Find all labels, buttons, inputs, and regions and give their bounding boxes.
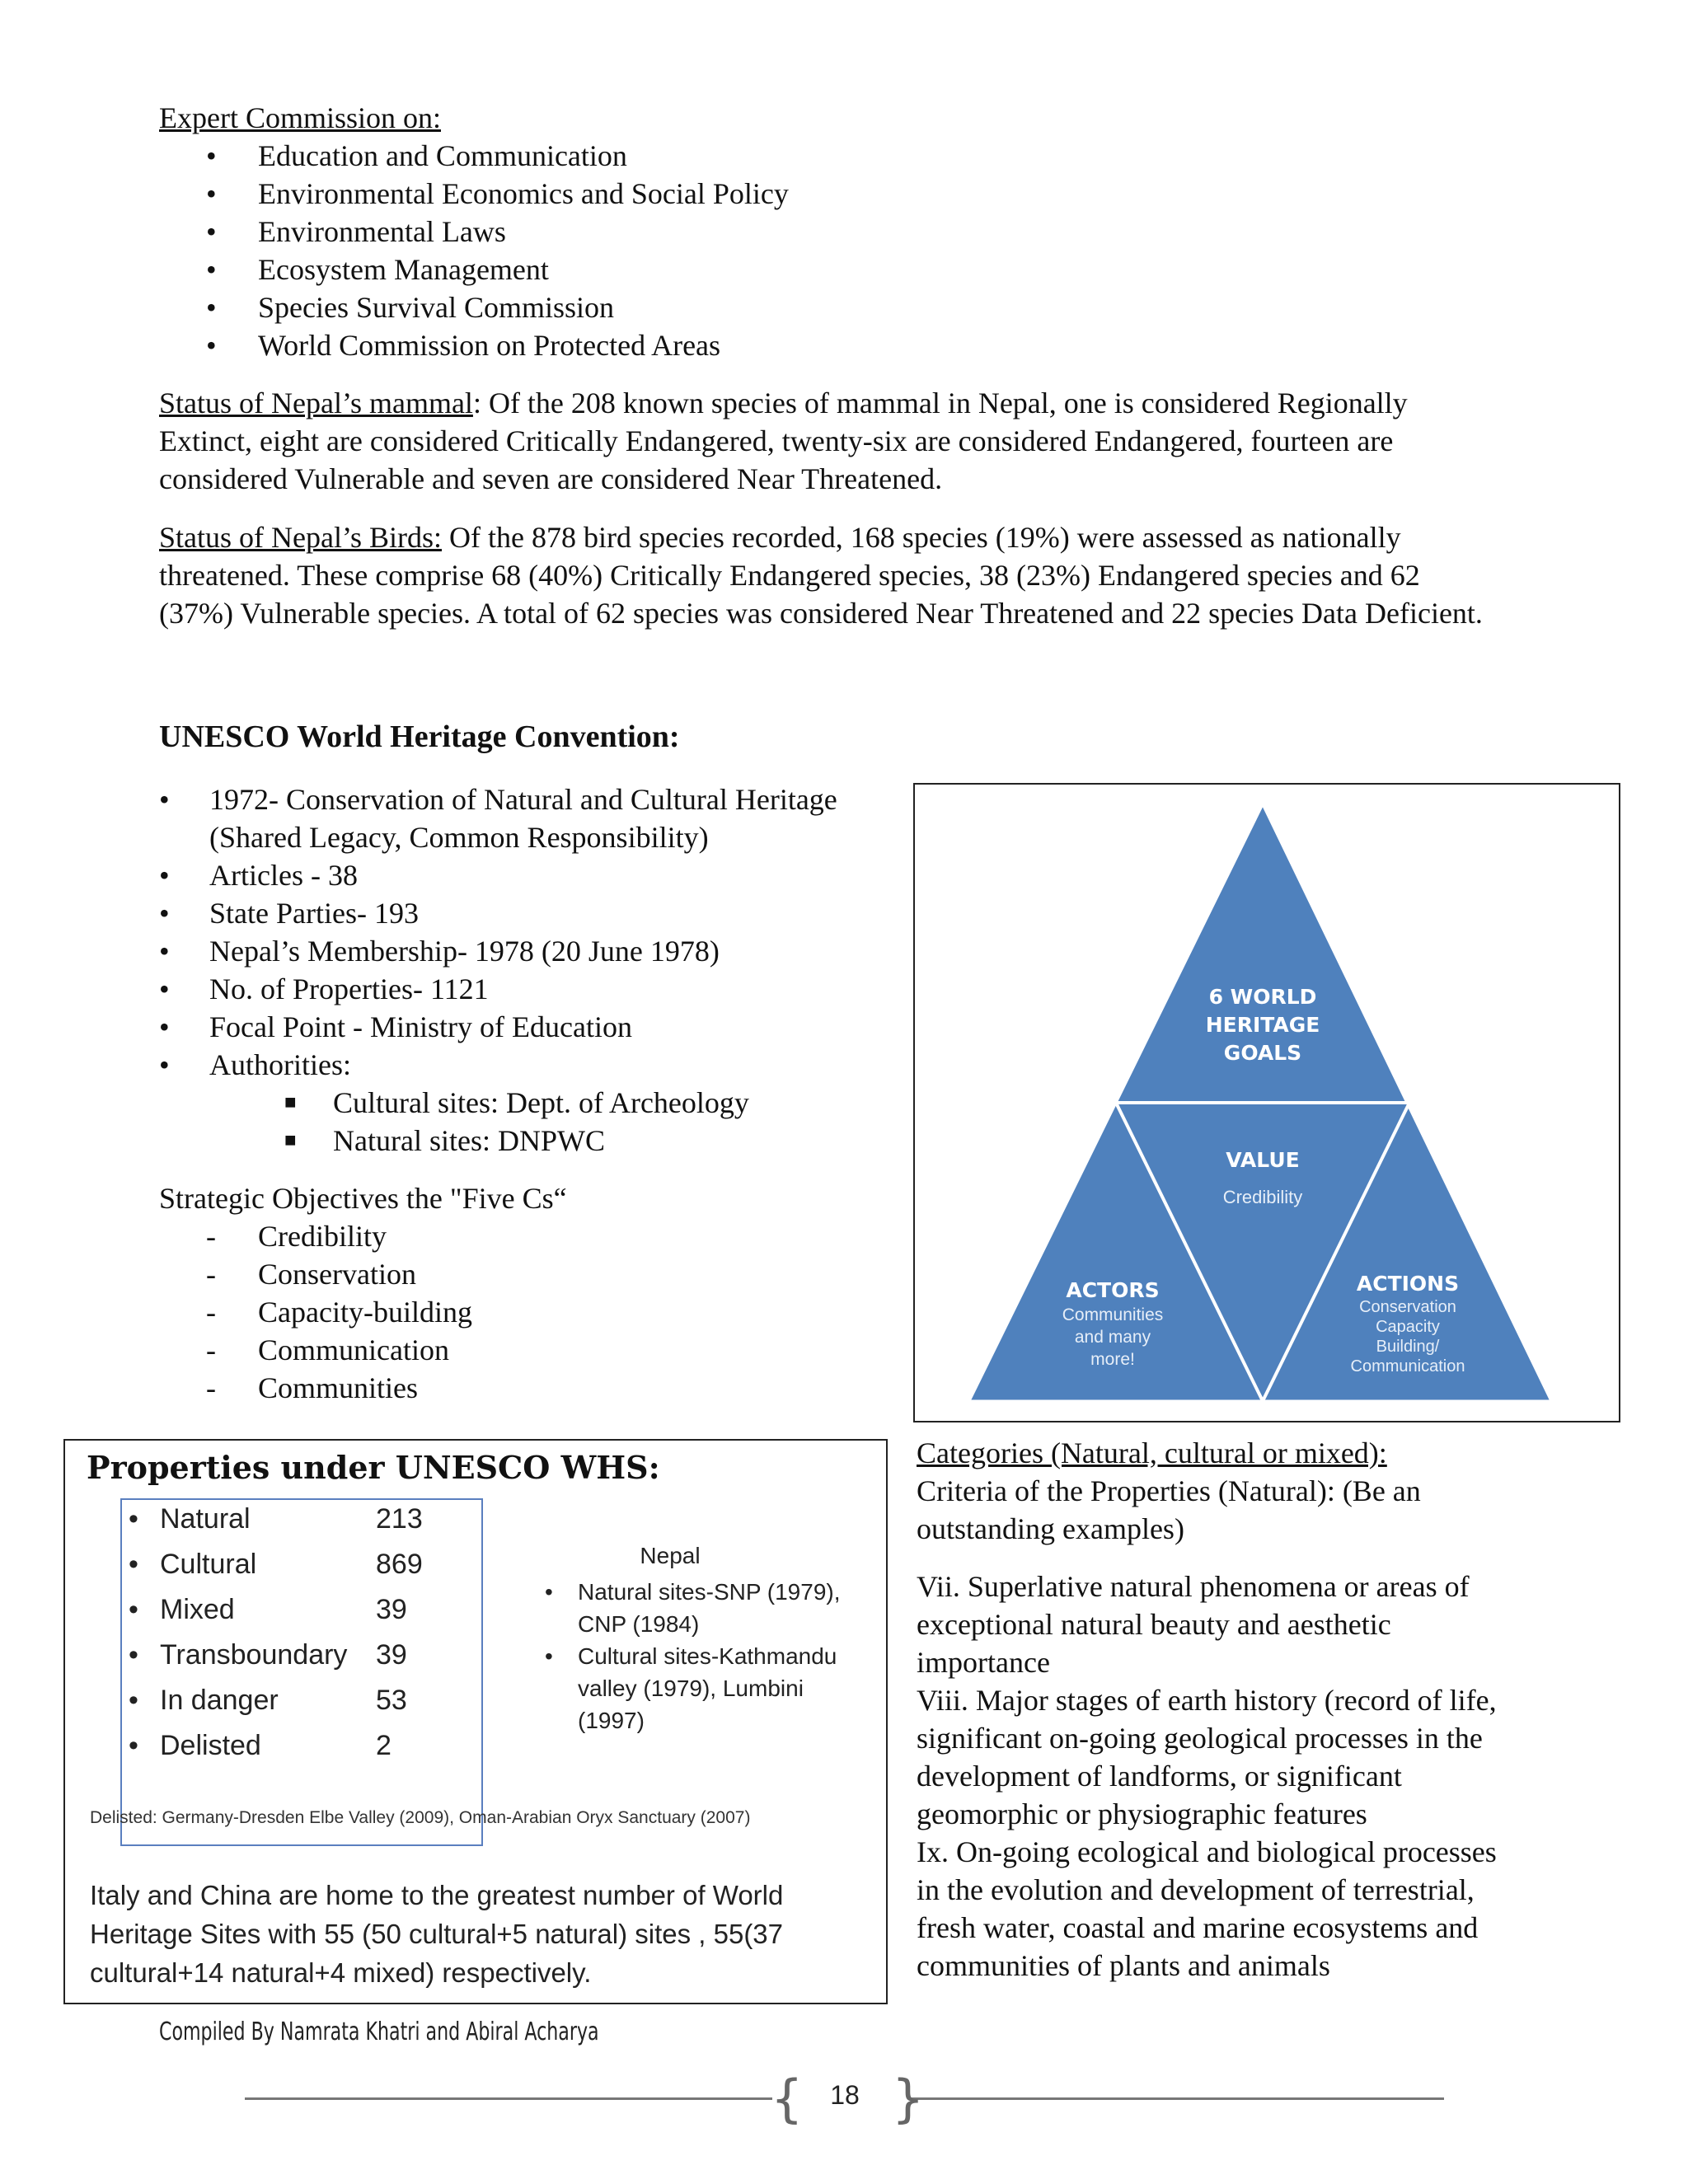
stat-row: • Natural 213	[129, 1503, 423, 1535]
page-bracket-left: {	[771, 2069, 804, 2129]
pyramid-right-sub: Conservation	[1359, 1298, 1456, 1316]
list-item: • State Parties- 193	[159, 897, 419, 930]
stat-row: • Mixed 39	[129, 1594, 407, 1625]
delisted-note: Delisted: Germany-Dresden Elbe Valley (2009), Oman-Arabian Oryx Sanctuary (2007)	[90, 1808, 751, 1827]
properties-panel	[63, 1439, 888, 2004]
expert-commission-list	[206, 137, 948, 364]
pyramid-left-sub: Communities	[1062, 1305, 1164, 1324]
nepal-title: Nepal	[640, 1543, 701, 1568]
list-item: ■ Natural sites: DNPWC	[284, 1124, 605, 1157]
list-item: • Environmental Laws	[206, 215, 506, 248]
list-item: • Education and Communication	[206, 139, 627, 172]
unesco-bullet-list	[159, 780, 901, 1160]
pyramid-svg	[915, 785, 1619, 1421]
five-cs-list	[206, 1217, 783, 1407]
pyramid-center-title: VALUE	[1226, 1148, 1300, 1172]
list-item: valley (1979), Lumbini	[578, 1675, 804, 1701]
list-item: (1997)	[578, 1708, 645, 1733]
page-bracket-right: }	[892, 2069, 925, 2129]
list-item: • 1972- Conservation of Natural and Cultural Heritage	[159, 783, 837, 816]
stat-row: • Delisted 2	[129, 1730, 392, 1761]
stat-row: • Cultural 869	[129, 1549, 423, 1580]
pyramid-right-sub: Communication	[1350, 1357, 1465, 1376]
footer-rule-left	[245, 2097, 772, 2100]
pyramid-top-line: 6 WORLD	[1208, 985, 1317, 1009]
list-item: CNP (1984)	[578, 1611, 700, 1637]
list-item: • No. of Properties- 1121	[159, 972, 489, 1005]
categories-section: Categories (Natural, cultural or mixed): Criteria of the Properties (Natural): (Be an outstanding examples)	[917, 1434, 1658, 1548]
pyramid-left-sub: more!	[1090, 1350, 1135, 1369]
pyramid-right-sub: Building/	[1376, 1338, 1440, 1356]
stat-row: • Transboundary 39	[129, 1639, 407, 1671]
list-item: - Credibility	[206, 1220, 387, 1253]
page-number: 18	[830, 2080, 860, 2110]
properties-heading: Properties under UNESCO WHS:	[87, 1449, 660, 1486]
list-item: • Focal Point - Ministry of Education	[159, 1010, 632, 1043]
list-item: • Articles - 38	[159, 859, 358, 892]
properties-stats-box	[120, 1498, 483, 1846]
list-item: • Authorities:	[159, 1048, 351, 1081]
list-item: • Nepal’s Membership- 1978 (20 June 1978)	[159, 935, 720, 968]
list-item: - Conservation	[206, 1258, 416, 1291]
footer-rule-right	[908, 2097, 1444, 2100]
list-item: • World Commission on Protected Areas	[206, 329, 721, 362]
pyramid-top-line: GOALS	[1223, 1041, 1302, 1065]
world-heritage-goals-diagram	[913, 783, 1620, 1422]
expert-commission-heading: Expert Commission on:	[159, 101, 441, 134]
list-item: • Natural sites-SNP (1979),	[545, 1579, 841, 1605]
pyramid-left-title: ACTORS	[1066, 1278, 1160, 1302]
unesco-heading: UNESCO World Heritage Convention:	[159, 719, 680, 754]
categories-heading: Categories (Natural, cultural or mixed):	[917, 1436, 1387, 1469]
pyramid-top-line: HERITAGE	[1205, 1013, 1320, 1037]
pyramid-right-title: ACTIONS	[1356, 1272, 1460, 1296]
list-item: • Cultural sites-Kathmandu	[545, 1643, 837, 1669]
list-item: • Ecosystem Management	[206, 253, 549, 286]
stat-row: • In danger 53	[129, 1685, 407, 1716]
list-item: ■ Cultural sites: Dept. of Archeology	[284, 1086, 749, 1119]
italy-china-note: Italy and China are home to the greatest number of World Heritage Sites with 55 (50 cultural+5 natural) sites , 55(37 cultural+14 natural+4 mixed) respectively.	[90, 1880, 784, 1988]
list-item: - Communication	[206, 1333, 449, 1366]
criteria-section: Vii. Superlative natural phenomena or areas of exceptional natural beauty and aesthetic importance Viii. Major stages of earth history (record of life, significant on-going geological processes in the development of landforms, or significant geomorphic or physiographic features Ix. On-going ecological and biological processes in the evolution and development of terrestrial, fresh water, coastal and marine ecosystems and communities of plants and animals	[917, 1570, 1497, 1982]
strategic-objectives-heading: Strategic Objectives the "Five Cs“	[159, 1182, 567, 1215]
mammal-status-label: Status of Nepal’s mammal	[159, 387, 473, 419]
compiled-by: Compiled By Namrata Khatri and Abiral Acharya	[159, 2018, 599, 2046]
list-item: - Capacity-building	[206, 1296, 472, 1329]
list-item: - Communities	[206, 1371, 419, 1404]
birds-status-label: Status of Nepal’s Birds:	[159, 521, 442, 554]
list-item: • Environmental Economics and Social Policy	[206, 177, 789, 210]
birds-status-paragraph: Status of Nepal’s Birds: Of the 878 bird species recorded, 168 species (19%) were assessed as nationally threatened. These comprise 68 (40%) Critically Endangered species, 38 (23%) Endangered species and 62 (37%) Vulnerable species. A total of 62 species was considered Near Threatened and 22 species Data Deficient.	[159, 521, 1483, 630]
list-item: • Species Survival Commission	[206, 291, 614, 324]
nepal-sites-list	[545, 1576, 891, 1736]
list-item: (Shared Legacy, Common Responsibility)	[209, 821, 709, 854]
mammal-status-paragraph: Status of Nepal’s mammal: Of the 208 known species of mammal in Nepal, one is considered Regionally Extinct, eight are considered Critically Endangered, twenty-six are considered Endangered, fourteen are considered Vulnerable and seven are considered Near Threatened.	[159, 387, 1408, 495]
pyramid-center-sub: Credibility	[1222, 1187, 1303, 1207]
pyramid-left-sub: and many	[1074, 1328, 1151, 1347]
pyramid-right-sub: Capacity	[1376, 1318, 1440, 1336]
